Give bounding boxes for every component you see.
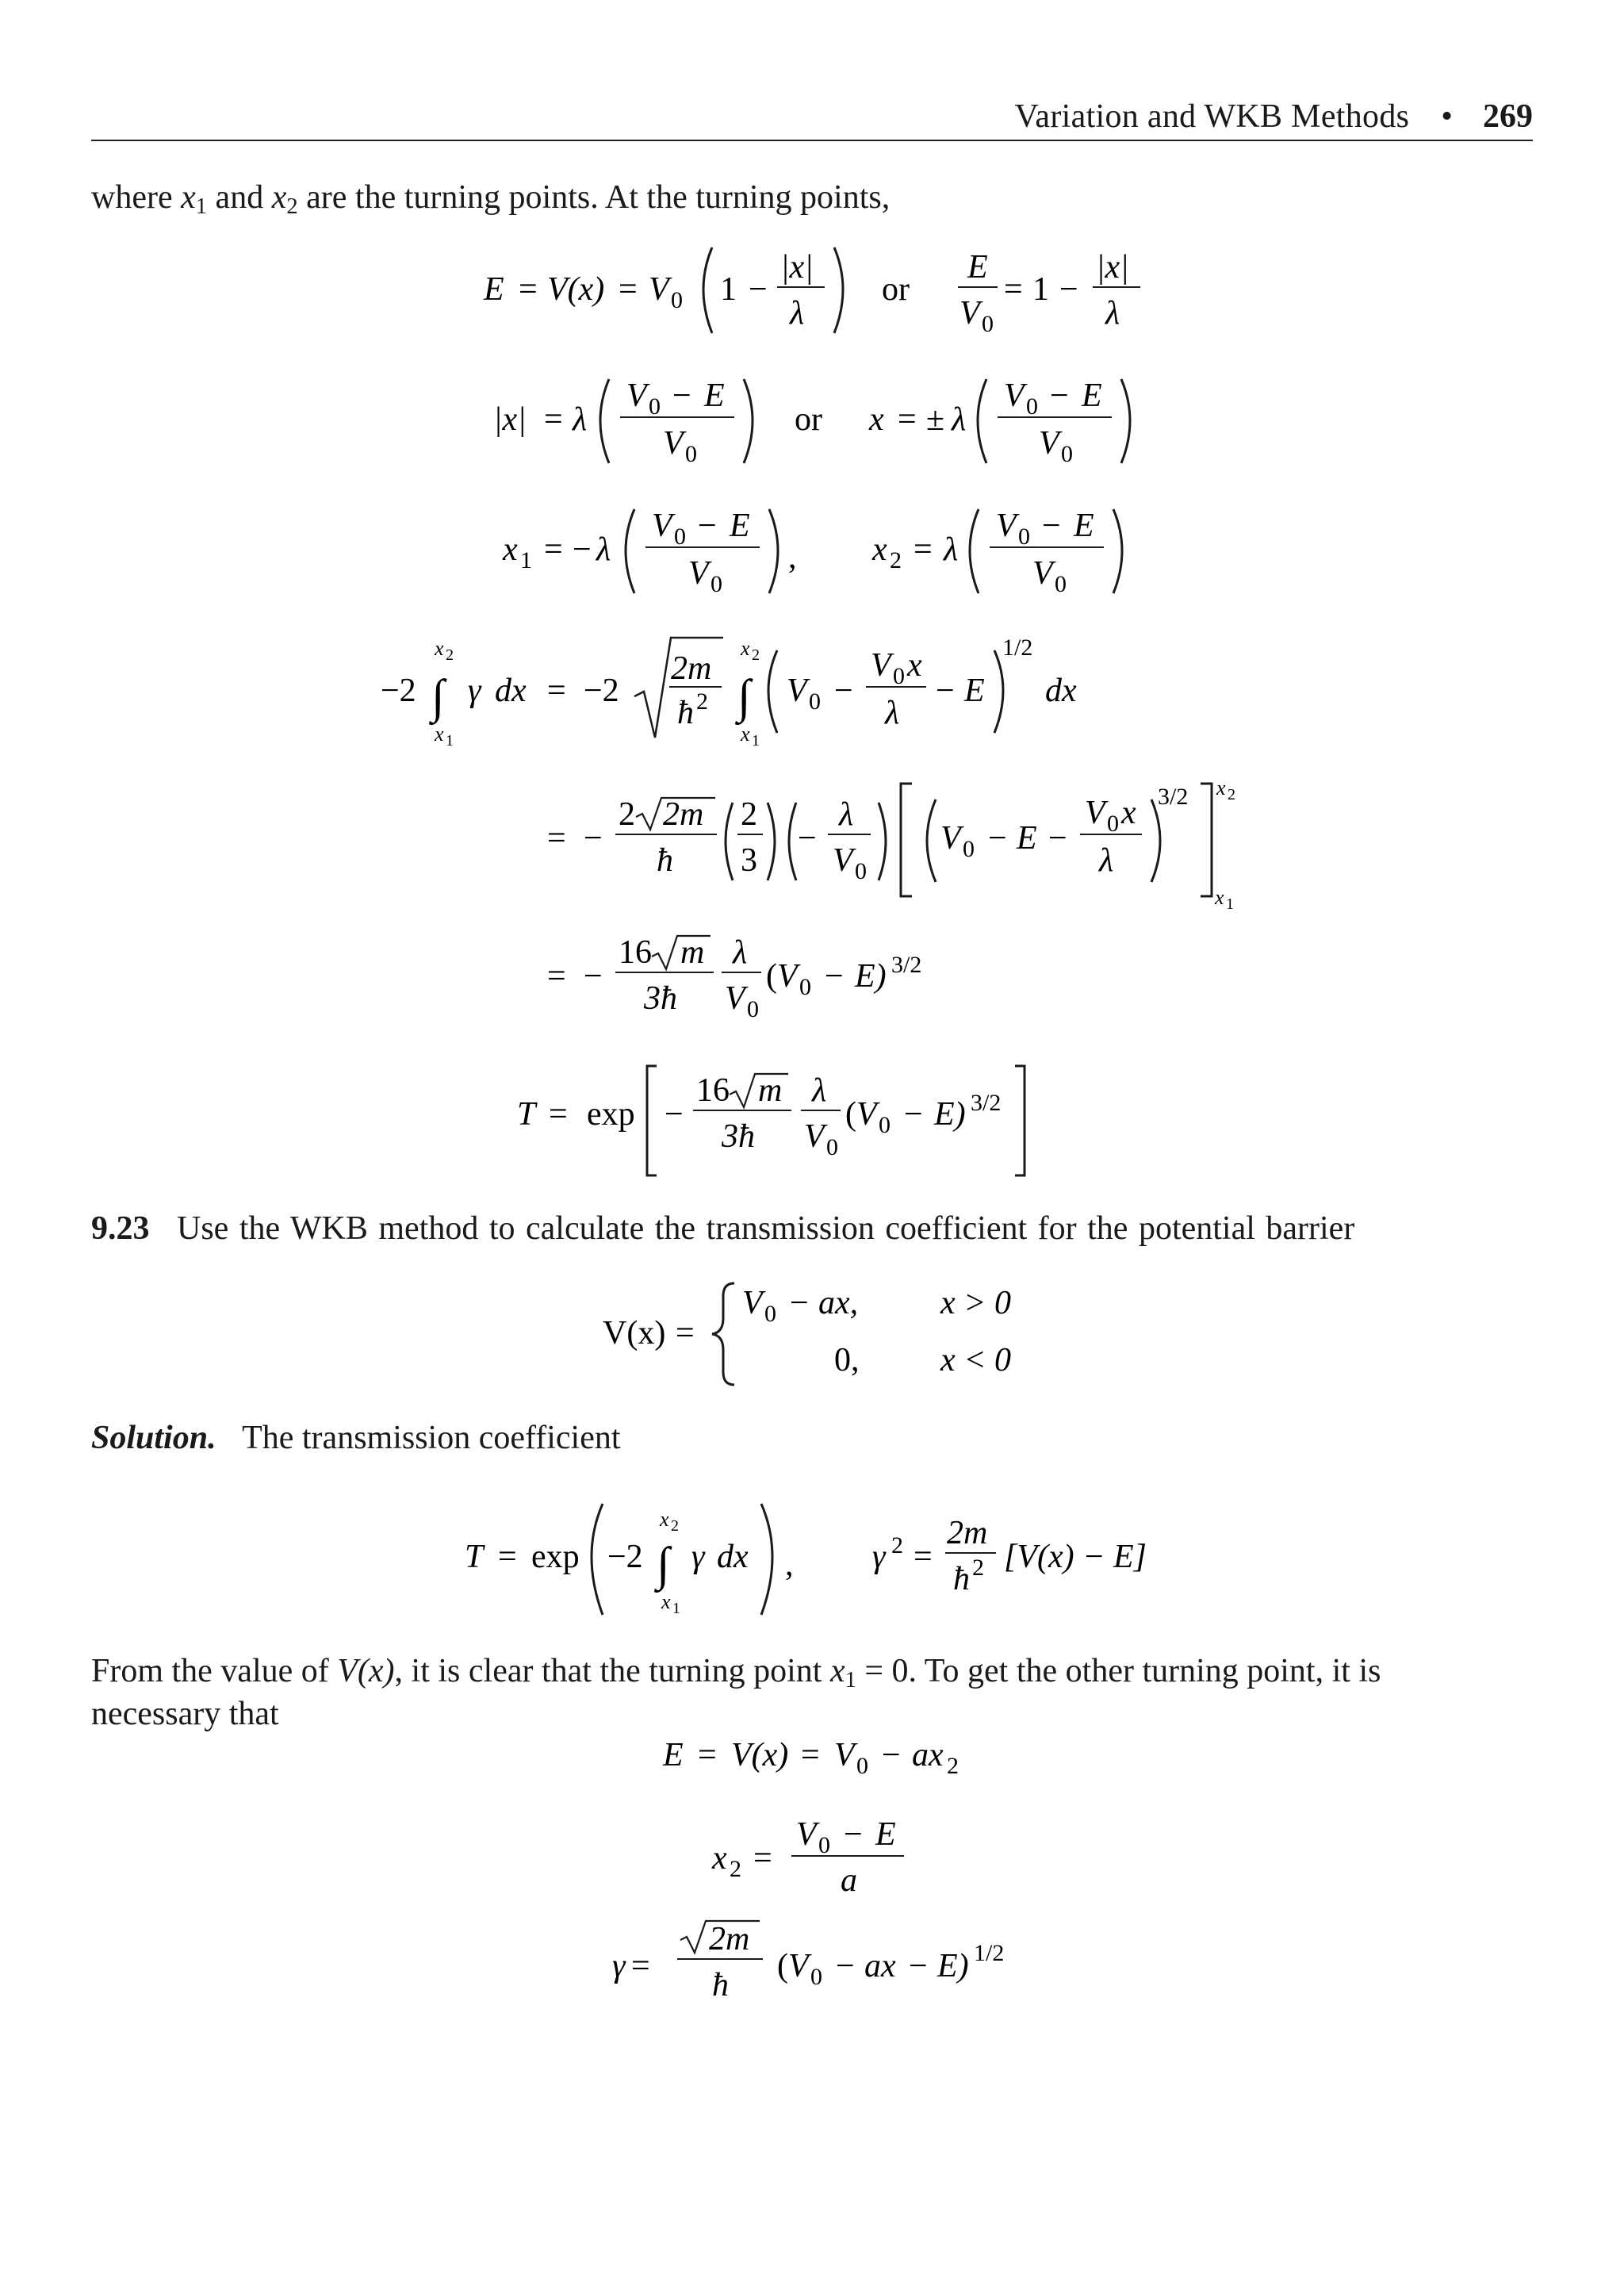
eq2b-eq: = [898,401,917,438]
eq9-paren-left [592,1504,603,1615]
eq3-num-sub: 0 [674,523,686,550]
eq8-V0: V [742,1285,763,1321]
eq7-T: T [517,1096,536,1133]
equation-turning-points [502,508,1122,597]
eq7-den-V: V [804,1118,825,1155]
eq4-dx: dx [495,673,527,709]
eq6-V0-sub: 0 [799,974,811,1000]
eq11-num-sub: 0 [818,1832,830,1858]
eq12-V0: V [788,1948,809,1984]
equation-integral-evaluated [547,776,1235,913]
eq9-T: T [465,1539,484,1575]
eq2b-num-E: E [1082,378,1102,414]
eq5-paren3-right [1151,799,1160,882]
eq7-den: 3ħ [722,1118,755,1155]
eq5-num-V: V [1085,795,1105,831]
eq10-minus: − [882,1737,901,1773]
eq7-eq: = [549,1096,568,1133]
eq2-paren-left [600,379,609,463]
eq4-paren-left [768,650,777,733]
eq12-gamma: γ [612,1948,626,1984]
eq3b-num-sub: 0 [1018,523,1030,550]
eq1b-V0: V [959,295,980,332]
eq3-num-E: E [730,508,750,544]
eq11-x2: x [712,1840,727,1877]
eq6-den-V: V [725,980,745,1017]
eq2-den-V: V [663,425,684,462]
eq4-upper-sub: 2 [446,646,454,664]
eq9b-gamma: γ [872,1539,886,1575]
eq2b-num-V: V [1004,378,1025,414]
eq9-exp: exp [531,1539,580,1575]
eq2-eq: = [544,401,563,438]
eq5-num-x: x [1121,795,1136,831]
eq5-num-two: 2 [619,796,635,833]
eq8-ax: ax, [818,1285,859,1321]
eq5-den-lambda: λ [1099,842,1114,879]
eq1-minus: − [749,271,768,308]
eq9-comma: , [785,1547,794,1583]
eq4-num-sub: 0 [893,663,905,689]
eq11-x2-sub: 2 [730,1856,741,1882]
eq6-eq: = [547,958,566,995]
eq4-twom: 2m [671,650,712,687]
eq2-lambda: λ [573,401,588,438]
eq1-lambda: λ [790,295,805,332]
eq5-bracket-right [1201,784,1212,896]
eq10-ax-sub: 2 [947,1753,959,1779]
eq6-minus-b: − [825,958,844,995]
eq1-paren-right [834,247,843,333]
eq4-num-x: x [907,647,922,684]
eq2b-pm: ± [926,401,945,438]
eq5-minus: − [584,820,603,857]
eq2-or: or [795,401,822,438]
eq5-V0: V [940,820,961,857]
eq5-num-sub: 0 [1107,811,1119,837]
eq7-den-sub: 0 [826,1134,838,1160]
eq3b-den-V: V [1032,555,1053,592]
eq9-upper-sub: 2 [671,1517,679,1535]
eq4-num-V: V [871,647,891,684]
eq5-exp: 3/2 [1158,784,1189,810]
eq4-minus-a: − [834,673,853,709]
eq7-exp-pow: 3/2 [971,1090,1002,1116]
eq3b-lambda: λ [944,531,959,568]
eq1b-minus: − [1059,271,1078,308]
eq1-V0-sub: 0 [671,287,683,313]
page-number: 269 [1483,98,1533,135]
eq5-paren2-left [789,803,796,880]
eq1-absx: |x| [780,249,814,286]
eq3-minus: − [573,531,592,568]
eq10-V0: V [834,1737,855,1773]
eq4-upper-x: x [435,637,444,660]
eq9b-hbar: ħ [953,1561,970,1597]
eq8-zero: 0, [834,1342,860,1378]
eq2-paren-right [744,379,753,463]
eq4-V0-sub: 0 [809,688,821,715]
eq6-m: m [680,934,705,971]
intro-text-before: where [91,179,173,216]
eq3b-num-E: E [1074,508,1094,544]
eq3b-x2-sub: 2 [890,547,902,573]
eq2b-num-sub: 0 [1026,393,1038,420]
equation-second-turning [662,1737,959,1779]
eq5-num-2m: 2m [663,796,704,833]
eq6-exp: 3/2 [891,952,922,978]
eq2b-paren-right [1121,379,1130,463]
eq4-minus-two: −2 [381,673,416,709]
para2-text-a: From the value of [91,1653,329,1689]
eq5-paren3-left [927,799,936,882]
eq7-E: E) [934,1096,966,1133]
eq3b-paren-left [970,509,979,593]
eq1-eq-a: = [519,271,538,308]
problem-number: 9.23 [91,1210,150,1247]
eq11-eq: = [753,1840,772,1877]
eq5-lambda: λ [839,796,854,833]
eq4-den-lambda: λ [885,695,900,731]
intro-x1-sub: 1 [195,194,208,220]
eq7-paren-open: ( [845,1096,856,1133]
para2-text-c: = 0. To get the other turning point, it is [864,1653,1381,1689]
eq5-lower-x: x [1215,886,1224,909]
eq10-ax: ax [912,1737,944,1773]
eq3-comma: , [788,539,797,576]
equation-abs-x [493,378,1130,467]
eq5-paren1-right [768,803,775,880]
problem-statement [91,1207,1354,1250]
eq4-lower-x: x [435,723,444,746]
para2-x1: x [829,1653,845,1689]
eq9b-eq: = [914,1539,933,1575]
eq2-num-V: V [626,378,647,414]
eq6-den: 3ħ [644,980,677,1017]
eq4-paren-right [994,650,1003,733]
eq3-paren-left [626,509,634,593]
eq9-integral: ∫ [657,1538,670,1590]
eq3b-eq: = [914,531,933,568]
equation-gamma [612,1921,1004,2003]
eq3b-den-sub: 0 [1055,571,1067,597]
eq8-brace [712,1283,734,1385]
eq5-three: 3 [741,842,757,879]
eq6-lambda: λ [733,934,748,971]
eq4-hbar-sup: 2 [696,688,708,715]
eq4-eq: = [547,673,566,709]
eq7-bracket-right [1015,1066,1025,1175]
intro-x2-sub: 2 [286,194,298,220]
eq6-minus: − [584,958,603,995]
eq10-eq-b: = [801,1737,820,1773]
eq1-V0: V [649,271,669,308]
eq4-gamma: γ [468,673,481,709]
eq4-lower-sub: 1 [446,732,454,750]
equation-turning-energy [483,247,1140,337]
eq3-x1-sub: 1 [520,547,532,573]
eq4b-lower-sub: 1 [752,732,760,750]
header-bullet: • [1441,98,1453,135]
eq2b-den-V: V [1039,425,1059,462]
eq9b-bracket: [V(x) − E] [1004,1539,1147,1575]
eq5-lower-sub: 1 [1226,895,1234,913]
eq2-den-sub: 0 [685,441,697,467]
solution-label: Solution. [91,1420,216,1456]
eq12-twom: 2m [709,1921,750,1957]
eq2-num-minus: − [672,378,691,414]
eq9b-hbar-sup: 2 [972,1555,984,1581]
eq3-den-V: V [688,555,709,592]
eq5-den-V: V [833,842,853,879]
turning-point-paragraph [91,1650,1533,1702]
problem-text: Use the WKB method to calculate the transmission coefficient for the potential barrier [177,1210,1355,1247]
eq2b-lambda: λ [952,401,967,438]
eq6-sixteen: 16 [619,934,652,971]
eq7-sixteen: 16 [696,1072,730,1109]
eq4-minus-b: − [936,673,955,709]
eq1b-one: 1 [1032,271,1049,308]
eq8-Vx: V(x) [603,1315,666,1351]
eq2b-den-sub: 0 [1061,441,1073,467]
eq3-num-V: V [652,508,672,544]
eq1-one: 1 [720,271,737,308]
eq1-Vx: V(x) [547,271,605,308]
para2-text-b: , it is clear that the turning point [394,1653,822,1689]
eq4-E: E [964,673,985,709]
eq10-eq-a: = [698,1737,717,1773]
solution-heading [91,1417,621,1459]
running-title: Variation and WKB Methods [1014,98,1410,135]
eq7-lambda: λ [812,1072,827,1109]
equation-integral-result [547,934,921,1022]
eq5-minus-b: − [1048,820,1067,857]
eq11-num-E: E [875,1816,896,1853]
solution-text: The transmission coefficient [242,1420,621,1456]
eq5-minus-a: − [988,820,1007,857]
eq5-V0-sub: 0 [963,836,975,862]
turning-point-paragraph-line2 [91,1693,279,1735]
eq9-upper-x: x [660,1508,669,1531]
eq7-V0: V [856,1096,877,1133]
eq3-paren-right [769,509,778,593]
eq6-V0: V [777,958,798,995]
eq9b-gamma-sup: 2 [891,1532,903,1558]
eq9-eq: = [498,1539,517,1575]
eq5-upper-x: x [1216,776,1226,799]
eq2b-num-minus: − [1050,378,1069,414]
eq12-hbar: ħ [712,1967,729,2003]
eq3b-paren-right [1113,509,1122,593]
eq9-lower-sub: 1 [672,1600,680,1617]
eq5-den-sub: 0 [855,858,867,884]
eq1-E: E [484,271,504,308]
eq9-gamma: γ [691,1539,705,1575]
eq4-dx-b: dx [1045,673,1077,709]
eq3-x1: x [503,531,518,568]
eq11-den-a: a [841,1862,857,1899]
eq1-or: or [882,271,910,308]
eq3-num-minus: − [698,508,717,544]
eq5-eq: = [547,820,566,857]
eq4-V0: V [787,673,807,709]
eq12-paren-open: ( [777,1948,788,1984]
eq4-hbar: ħ [677,695,694,731]
eq4b-upper-sub: 2 [752,646,760,664]
eq11-num-minus: − [844,1816,863,1853]
eq1b-lambda: λ [1105,295,1120,332]
eq9b-twom: 2m [947,1515,988,1551]
eq8-cond2: x < 0 [940,1342,1011,1378]
eq3-lambda: λ [596,531,611,568]
intro-x1: x [181,179,196,216]
equation-x2-value [711,1816,904,1899]
eq4-minus-two-b: −2 [584,673,619,709]
eq2-num-sub: 0 [649,393,661,420]
eq3b-num-V: V [996,508,1017,544]
para2-Vx: V(x) [337,1653,395,1689]
eq4b-lower-x: x [741,723,750,746]
eq2-absx: |x| [493,401,527,438]
eq7-bracket-left [647,1066,657,1175]
eq6-den-sub: 0 [747,996,759,1022]
eq5-bracket-left [901,784,912,896]
eq2-num-E: E [704,378,725,414]
eq5-neg: − [798,820,817,857]
eq10-E: E [663,1737,684,1773]
equation-transmission-general [465,1504,1147,1617]
eq1b-V0-sub: 0 [982,311,994,337]
eq3-den-sub: 0 [710,571,722,597]
eq2b-paren-left [978,379,986,463]
eq11-num-V: V [796,1816,817,1853]
eq12-V0-sub: 0 [810,1964,822,1990]
eq5-two: 2 [741,796,757,833]
eq8-minus: − [790,1285,809,1321]
equation-potential-piecewise [603,1283,1011,1385]
eq8-eq: = [676,1315,695,1351]
eq7-minus: − [665,1096,684,1133]
eq5-upper-sub: 2 [1228,786,1235,803]
eq5-den-hbar: ħ [657,842,673,879]
eq7-V0-sub: 0 [879,1112,891,1138]
eq10-Vx: V(x) [731,1737,789,1773]
eq12-minus-b: − [909,1948,928,1984]
eq12-exp: 1/2 [974,1940,1005,1966]
eq9-paren-right [761,1504,772,1615]
eq10-V0-sub: 0 [856,1753,868,1779]
eq1-paren-left [703,247,712,333]
eq4-integral: ∫ [431,670,445,723]
eq4b-integral: ∫ [737,670,751,723]
eq6-E: E) [855,958,887,995]
eq8-cond1: x > 0 [940,1285,1011,1321]
eq5-paren1-left [726,803,733,880]
intro-text-after: are the turning points. At the turning points, [306,179,891,216]
eq4-exp-half: 1/2 [1002,635,1033,661]
para2-x1-sub: 1 [845,1668,856,1693]
eq4b-upper-x: x [741,637,750,660]
eq9-minus-two: −2 [607,1539,643,1575]
eq1b-absx: |x| [1096,249,1129,286]
eq5-paren2-right [879,803,886,880]
eq7-minus-b: − [904,1096,923,1133]
eq5-E: E [1017,820,1037,857]
eq6-paren-open: ( [766,958,777,995]
eq3b-num-minus: − [1042,508,1061,544]
eq7-exp: exp [587,1096,635,1133]
eq2b-x: x [869,401,884,438]
eq12-eq: = [631,1948,650,1984]
eq12-minus-a: − [836,1948,855,1984]
equation-transmission-first [517,1066,1025,1175]
equation-integral-setup [381,635,1077,750]
eq1b-eq: = [1004,271,1023,308]
eq7-m: m [758,1072,783,1109]
eq3-eq: = [544,531,563,568]
eq1-eq-b: = [619,271,638,308]
eq12-E: E) [937,1948,969,1984]
eq1b-E: E [967,249,988,286]
eq12-ax: ax [864,1948,896,1984]
intro-text-and: and [215,179,264,216]
para2-line2: necessary that [91,1696,279,1732]
eq9-lower-x: x [661,1590,671,1613]
eq8-V0-sub: 0 [764,1301,776,1327]
eq9-dx: dx [717,1539,749,1575]
intro-x2: x [271,179,287,216]
eq3b-x2: x [872,531,887,568]
